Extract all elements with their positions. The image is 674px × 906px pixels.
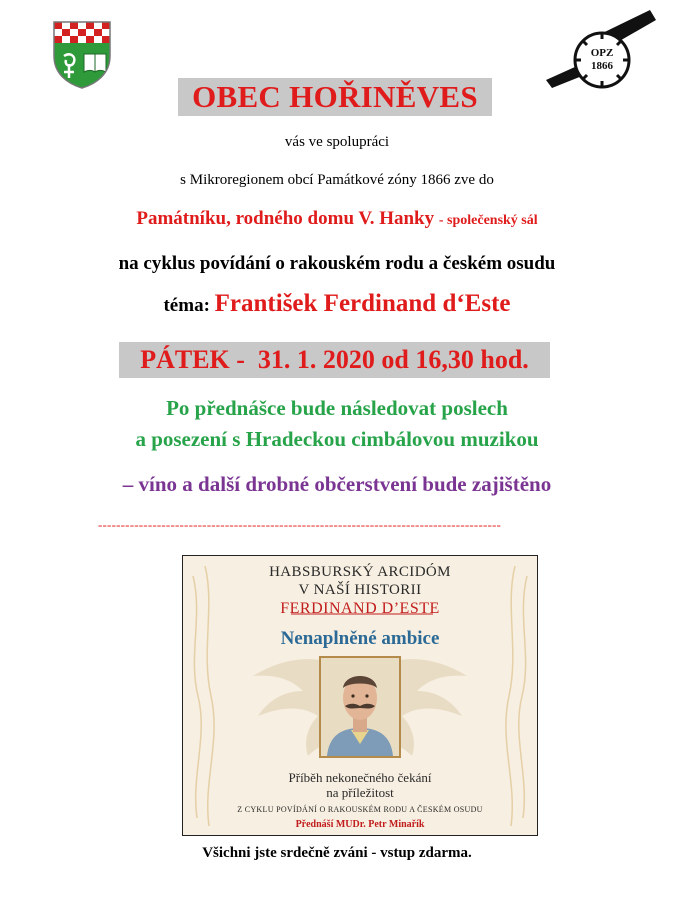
- poster-subtitle: Nenaplněné ambice: [280, 628, 440, 649]
- cannon-opz-1866-logo-icon: [542, 6, 658, 90]
- topic-label: téma:: [163, 295, 210, 316]
- poster-line-2: V NAŠÍ HISTORII: [298, 582, 422, 598]
- logo-year: 1866: [591, 60, 613, 72]
- poster-series: Z CYKLU POVÍDÁNÍ O RAKOUSKÉM RODU A ČESKÉM OSUDU: [237, 805, 483, 814]
- poster-desc-1: Příběh nekonečného čekání: [288, 770, 432, 785]
- venue-sub: - společenský sál: [438, 213, 538, 228]
- poster-line-1: HABSBURSKÝ ARCIDÓM: [269, 564, 451, 580]
- topic-title: František Ferdinand d‘Este: [214, 290, 511, 317]
- dashed-separator: -----------------------------------------------------------------------------------------: [98, 517, 502, 532]
- event-date: PÁTEK - 31. 1. 2020 od 16,30 hod.: [119, 342, 550, 378]
- intro-line-1: vás ve spolupráci: [284, 134, 390, 150]
- after-lecture-line-1: Po přednášce bude následovat poslech: [166, 396, 508, 420]
- poster-speaker: Přednáší MUDr. Petr Minařík: [295, 819, 425, 830]
- refreshments-line: – víno a další drobné občerstvení bude zajištěno: [122, 472, 552, 496]
- page-title: OBEC HOŘINĚVES: [178, 78, 492, 116]
- after-lecture-line-2: a posezení s Hradeckou cimbálovou muzikou: [135, 427, 539, 451]
- poster-line-3: FERDINAND D’ESTE: [280, 600, 440, 617]
- cycle-line: na cyklus povídání o rakouském rodu a českém osudu: [118, 253, 556, 274]
- venue-name: Památníku, rodného domu V. Hanky: [136, 208, 435, 229]
- village-coat-of-arms-icon: [52, 20, 112, 90]
- venue-line: [0, 208, 674, 230]
- logo-text: OPZ: [590, 47, 614, 59]
- lecture-poster: [182, 555, 538, 836]
- footer-invitation: Všichni jste srdečně zváni - vstup zdarma.: [202, 845, 472, 861]
- topic-line: [0, 290, 674, 318]
- franz-ferdinand-portrait-icon: [319, 656, 401, 758]
- poster-desc-2: na příležitost: [326, 785, 394, 800]
- intro-line-2: s Mikroregionem obcí Památkové zóny 1866 zve do: [180, 172, 494, 188]
